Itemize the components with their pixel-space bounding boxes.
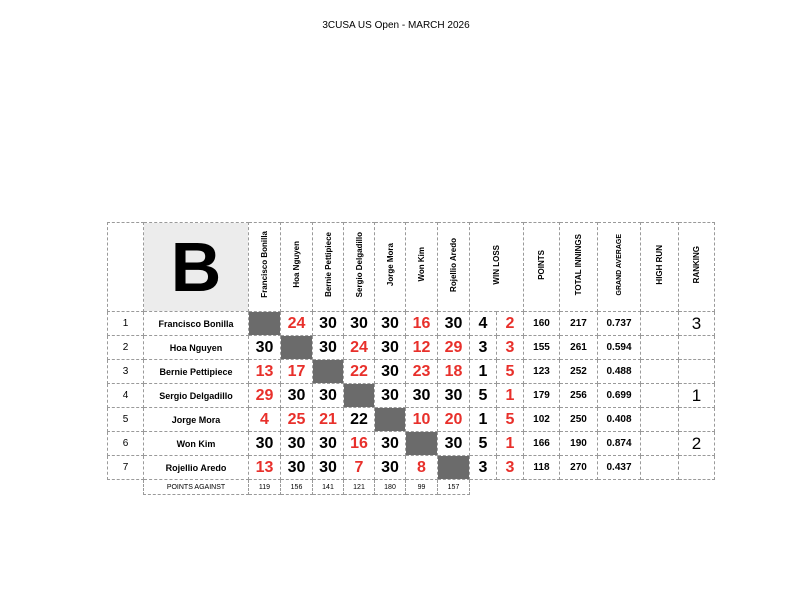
- score-cell: 30: [438, 384, 470, 408]
- ranking-cell: [679, 336, 715, 360]
- score-cell: 30: [344, 312, 375, 336]
- high-run-cell: [641, 432, 679, 456]
- score-cell: 30: [375, 432, 406, 456]
- table-row: [108, 408, 715, 432]
- diagonal-cell: [281, 336, 313, 360]
- score-cell: 30: [249, 336, 281, 360]
- row-number: 2: [108, 336, 144, 360]
- points-against-value: 180: [375, 480, 406, 495]
- innings-cell: 252: [560, 360, 598, 384]
- win-cell: 5: [470, 384, 497, 408]
- header-row: [108, 223, 715, 312]
- innings-cell: 217: [560, 312, 598, 336]
- score-cell: 4: [249, 408, 281, 432]
- header-player: [438, 223, 470, 312]
- ranking-cell: [679, 360, 715, 384]
- average-cell: 0.437: [598, 456, 641, 480]
- points-against-value: 121: [344, 480, 375, 495]
- innings-cell: 270: [560, 456, 598, 480]
- score-cell: 30: [313, 456, 344, 480]
- header-points: [524, 223, 560, 312]
- header-player-label: Rojellio Aredo: [449, 237, 458, 292]
- score-cell: 22: [344, 360, 375, 384]
- score-cell: 24: [344, 336, 375, 360]
- score-cell: 8: [406, 456, 438, 480]
- score-cell: 30: [375, 384, 406, 408]
- high-run-cell: [641, 408, 679, 432]
- diagonal-cell: [344, 384, 375, 408]
- score-cell: 30: [313, 432, 344, 456]
- score-cell: 10: [406, 408, 438, 432]
- score-cell: 7: [344, 456, 375, 480]
- score-cell: 30: [313, 384, 344, 408]
- high-run-cell: [641, 312, 679, 336]
- average-cell: 0.874: [598, 432, 641, 456]
- points-against-spacer: [641, 480, 679, 495]
- header-high-run: [641, 223, 679, 312]
- header-ranking-label: RANKING: [692, 245, 701, 284]
- win-cell: 4: [470, 312, 497, 336]
- header-player: [313, 223, 344, 312]
- ranking-cell: [679, 456, 715, 480]
- score-cell: 30: [281, 456, 313, 480]
- header-player-label: Bernie Pettipiece: [323, 232, 333, 297]
- score-cell: 16: [344, 432, 375, 456]
- score-cell: 30: [249, 432, 281, 456]
- average-cell: 0.594: [598, 336, 641, 360]
- loss-cell: 3: [497, 456, 524, 480]
- points-against-spacer: [470, 480, 497, 495]
- header-blank: [108, 223, 144, 312]
- win-cell: 5: [470, 432, 497, 456]
- high-run-cell: [641, 384, 679, 408]
- win-cell: 1: [470, 408, 497, 432]
- score-cell: 23: [406, 360, 438, 384]
- innings-cell: 261: [560, 336, 598, 360]
- table-row: [108, 360, 715, 384]
- average-cell: 0.699: [598, 384, 641, 408]
- score-cell: 30: [281, 432, 313, 456]
- diagonal-cell: [375, 408, 406, 432]
- header-player: [344, 223, 375, 312]
- points-cell: 118: [524, 456, 560, 480]
- row-number: 3: [108, 360, 144, 384]
- score-cell: 30: [375, 312, 406, 336]
- loss-cell: 5: [497, 408, 524, 432]
- ranking-cell: 2: [679, 432, 715, 456]
- page-title: 3CUSA US Open - MARCH 2026: [322, 20, 470, 31]
- score-cell: 21: [313, 408, 344, 432]
- loss-cell: 1: [497, 384, 524, 408]
- header-player-label: Hoa Nguyen: [292, 241, 301, 288]
- diagonal-cell: [406, 432, 438, 456]
- score-cell: 30: [375, 360, 406, 384]
- header-ranking: [679, 223, 715, 312]
- header-win-loss: [470, 223, 524, 312]
- score-cell: 13: [249, 456, 281, 480]
- points-against-spacer: [524, 480, 560, 495]
- table-row: [108, 336, 715, 360]
- points-cell: 160: [524, 312, 560, 336]
- points-against-label: POINTS AGAINST: [144, 480, 249, 495]
- row-number: 5: [108, 408, 144, 432]
- win-cell: 3: [470, 456, 497, 480]
- score-cell: 17: [281, 360, 313, 384]
- high-run-cell: [641, 456, 679, 480]
- diagonal-cell: [249, 312, 281, 336]
- points-against-value: 99: [406, 480, 438, 495]
- points-cell: 102: [524, 408, 560, 432]
- score-cell: 30: [313, 336, 344, 360]
- row-number: 1: [108, 312, 144, 336]
- win-cell: 1: [470, 360, 497, 384]
- points-against-value: 119: [249, 480, 281, 495]
- points-against-value: 157: [438, 480, 470, 495]
- points-against-spacer: [108, 480, 144, 495]
- points-against-value: 141: [313, 480, 344, 495]
- header-player-label: Jorge Mora: [385, 242, 395, 287]
- score-cell: 20: [438, 408, 470, 432]
- player-name: Rojellio Aredo: [144, 456, 249, 480]
- score-cell: 29: [249, 384, 281, 408]
- header-high-run-label: HIGH RUN: [655, 244, 664, 285]
- high-run-cell: [641, 336, 679, 360]
- header-player: [249, 223, 281, 312]
- score-cell: 24: [281, 312, 313, 336]
- innings-cell: 190: [560, 432, 598, 456]
- header-points-label: POINTS: [537, 249, 546, 280]
- loss-cell: 5: [497, 360, 524, 384]
- standings-table: [107, 222, 715, 495]
- header-player-label: Francisco Bonilla: [260, 231, 269, 298]
- header-grand-average: [598, 223, 641, 312]
- points-cell: 166: [524, 432, 560, 456]
- points-cell: 155: [524, 336, 560, 360]
- player-name: Francisco Bonilla: [144, 312, 249, 336]
- player-name: Won Kim: [144, 432, 249, 456]
- header-player: [375, 223, 406, 312]
- player-name: Sergio Delgadillo: [144, 384, 249, 408]
- table-row: [108, 432, 715, 456]
- score-cell: 30: [406, 384, 438, 408]
- table-row: [108, 312, 715, 336]
- loss-cell: 1: [497, 432, 524, 456]
- diagonal-cell: [438, 456, 470, 480]
- points-against-row: [108, 480, 715, 495]
- player-name: Bernie Pettipiece: [144, 360, 249, 384]
- score-cell: 12: [406, 336, 438, 360]
- loss-cell: 3: [497, 336, 524, 360]
- table-row: [108, 384, 715, 408]
- score-cell: 22: [344, 408, 375, 432]
- score-cell: 30: [375, 336, 406, 360]
- average-cell: 0.488: [598, 360, 641, 384]
- score-cell: 25: [281, 408, 313, 432]
- header-player: [406, 223, 438, 312]
- average-cell: 0.408: [598, 408, 641, 432]
- innings-cell: 256: [560, 384, 598, 408]
- points-against-value: 156: [281, 480, 313, 495]
- points-against-spacer: [497, 480, 524, 495]
- player-name: Hoa Nguyen: [144, 336, 249, 360]
- points-against-spacer: [679, 480, 715, 495]
- score-cell: 18: [438, 360, 470, 384]
- group-letter: B: [144, 223, 249, 312]
- row-number: 7: [108, 456, 144, 480]
- header-player-label: Sergio Delgadillo: [354, 231, 364, 298]
- innings-cell: 250: [560, 408, 598, 432]
- score-cell: 30: [281, 384, 313, 408]
- average-cell: 0.737: [598, 312, 641, 336]
- win-cell: 3: [470, 336, 497, 360]
- points-cell: 179: [524, 384, 560, 408]
- score-cell: 30: [438, 432, 470, 456]
- header-player: [281, 223, 313, 312]
- ranking-cell: [679, 408, 715, 432]
- points-cell: 123: [524, 360, 560, 384]
- header-grand-average-label: GRAND AVERAGE: [615, 233, 623, 296]
- ranking-cell: 3: [679, 312, 715, 336]
- header-win-loss-label: WIN LOSS: [492, 244, 501, 285]
- score-cell: 29: [438, 336, 470, 360]
- table-row: [108, 456, 715, 480]
- score-cell: 13: [249, 360, 281, 384]
- high-run-cell: [641, 360, 679, 384]
- ranking-cell: 1: [679, 384, 715, 408]
- row-number: 4: [108, 384, 144, 408]
- header-total-innings: [560, 223, 598, 312]
- loss-cell: 2: [497, 312, 524, 336]
- score-cell: 16: [406, 312, 438, 336]
- points-against-spacer: [598, 480, 641, 495]
- score-cell: 30: [313, 312, 344, 336]
- header-total-innings-label: TOTAL INNINGS: [574, 233, 583, 296]
- diagonal-cell: [313, 360, 344, 384]
- points-against-spacer: [560, 480, 598, 495]
- row-number: 6: [108, 432, 144, 456]
- player-name: Jorge Mora: [144, 408, 249, 432]
- score-cell: 30: [375, 456, 406, 480]
- header-player-label: Won Kim: [417, 247, 426, 282]
- score-cell: 30: [438, 312, 470, 336]
